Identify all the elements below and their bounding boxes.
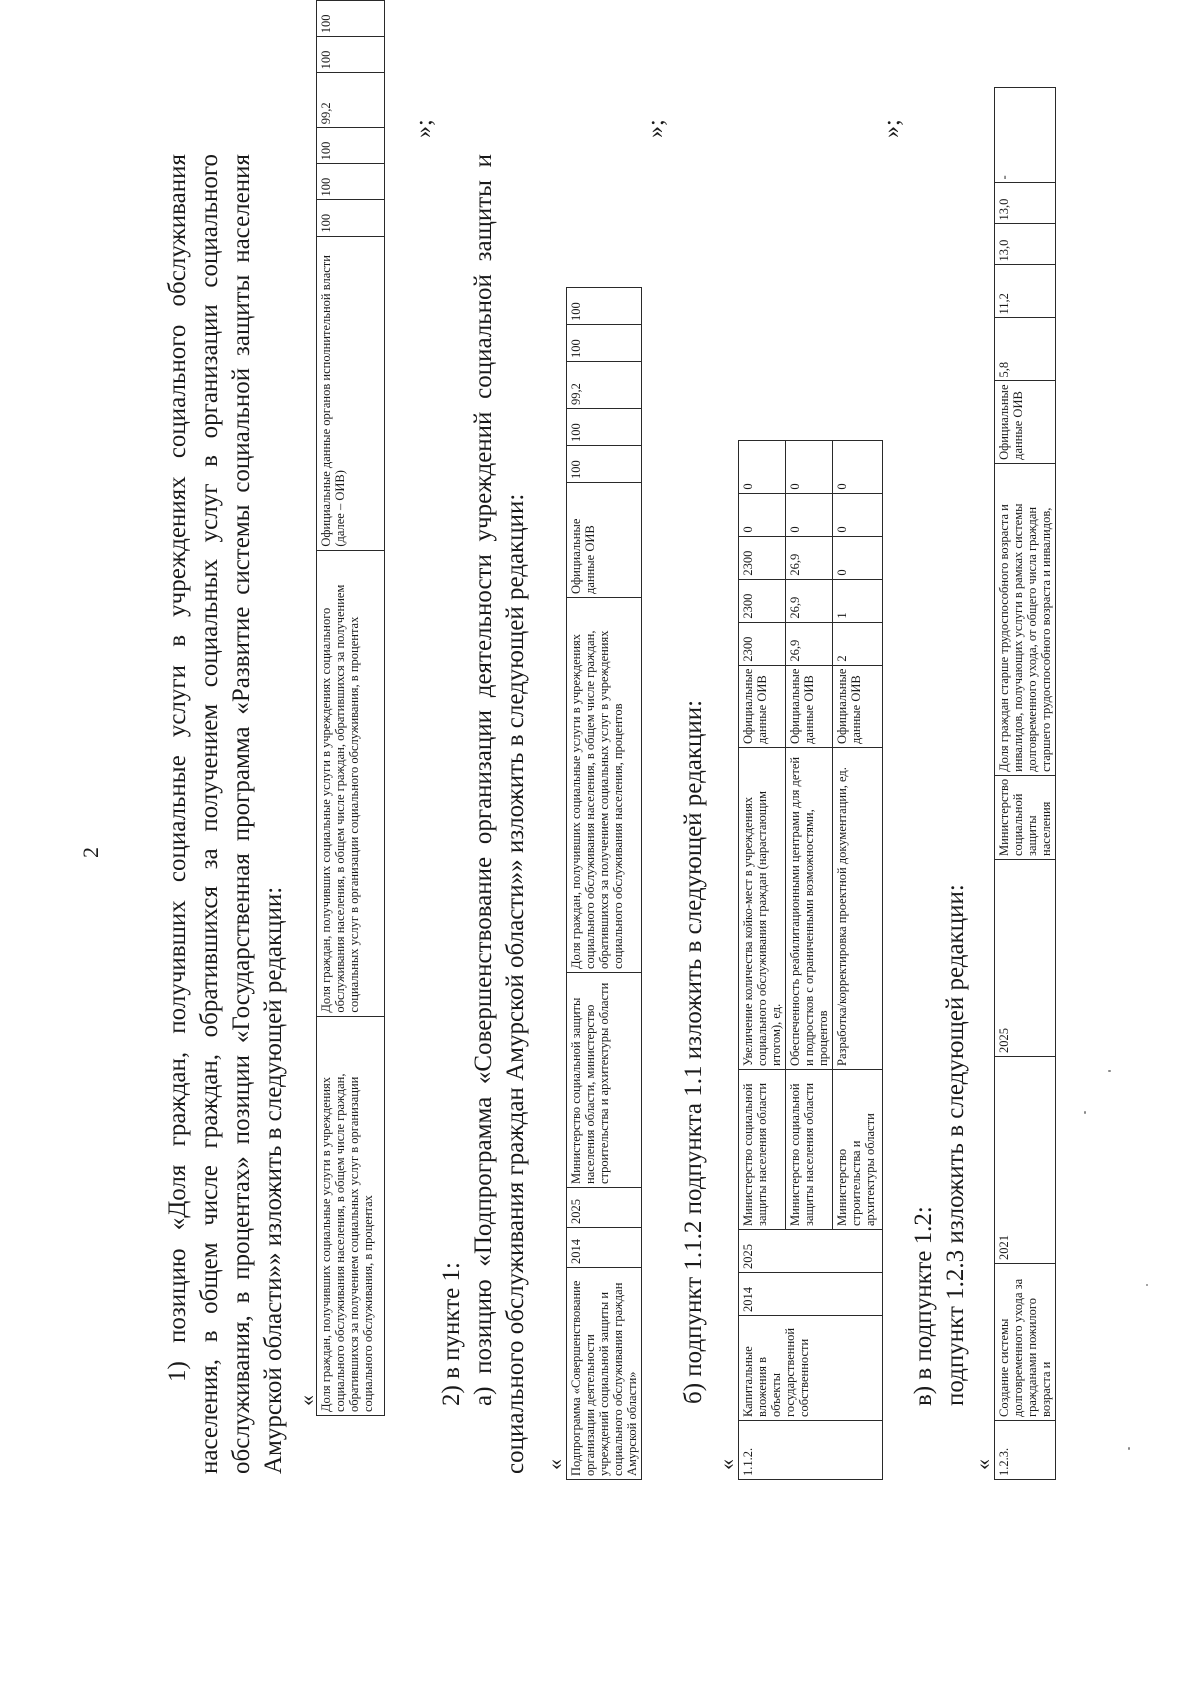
scan-speck: [1128, 1447, 1130, 1450]
t2-end: 2025: [567, 1188, 642, 1228]
page-number: 2: [78, 847, 103, 858]
t3-value: 0: [786, 493, 833, 536]
t4-value: 13,0: [995, 224, 1056, 265]
t3-name-cell: Капитальные вложения в объекты государственной собственности: [739, 1316, 883, 1421]
t2-source-cell: Официальные данные ОИВ: [567, 483, 642, 598]
t3-value: 26,9: [786, 536, 833, 579]
t3-value: 2300: [739, 579, 786, 622]
t2-indicator-cell: Доля граждан, получивших социальные услуги в учреждениях социального обслуживания населения, в общем числе граждан, обратившихся за получением социальных услуг в учреждениях социального обслуживания населения, процентов: [567, 598, 642, 973]
t3-source: Официальные данные ОИВ: [786, 665, 833, 747]
t4-value: 5,8: [995, 318, 1056, 381]
t4-end: 2025: [995, 860, 1056, 1057]
t2-value: 100: [567, 325, 642, 362]
t4-executor: Министерство социальной защиты населения: [995, 775, 1056, 859]
item-b-text: б) подпункт 1.1.2 подпункта 1.1 изложить в следующей редакции:: [680, 699, 707, 1404]
t1-value: 100: [317, 200, 385, 236]
t3-value: 0: [833, 440, 883, 493]
t1-indicator-cell: Доля граждан, получивших социальные услуги в учреждениях социального обслуживания населения, в общем числе граждан, обратившихся за получением социальных услуг в организации социального обслуживания, в процентах: [317, 1016, 385, 1415]
table-1-close: »;: [411, 119, 437, 138]
t3-indicator: Обеспеченность реабилитационными центрами для детей и подростков с ограниченными возможностями, процентов: [786, 748, 833, 1070]
t2-value: 100: [567, 288, 642, 325]
t3-executor: Министерство строительства и архитектуры области: [833, 1070, 883, 1230]
t3-executor: Министерство социальной защиты населения области: [786, 1070, 833, 1230]
t2-value: 100: [567, 409, 642, 446]
t3-value: 1: [833, 579, 883, 622]
t1-source-cell: Официальные данные органов исполнительной власти (далее – ОИВ): [317, 236, 385, 550]
t4-start: 2021: [995, 1057, 1056, 1264]
t3-value: 0: [739, 440, 786, 493]
item-v-line-1: в) в подпункте 1.2:: [910, 1206, 937, 1406]
item-v-line-2: подпункт 1.2.3 изложить в следующей редакции:: [942, 884, 969, 1406]
item-1-text: 1) позицию «Доля граждан, получивших социальные услуги в учреждениях социального обслуживания населения, в общем числе граждан, обратившихся за получением социальных услуг в организации социального обслуживания, в процентах» позиции «Государственная программа «Развитие системы социальной защиты населения Амурской области»» изложить в следующей редакции:: [164, 154, 287, 1474]
scan-speck: [1146, 1284, 1148, 1286]
t3-value: 26,9: [786, 579, 833, 622]
t3-value: 2300: [739, 536, 786, 579]
item-2-text: а) позицию «Подпрограмма «Совершенствование организации деятельности учреждений социальной защиты и социального обслуживания граждан Амурской области»» изложить в следующей редакции:: [470, 154, 529, 1474]
table-1-open-quote: «: [294, 1395, 319, 1406]
t3-value: 0: [786, 440, 833, 493]
t3-executor: Министерство социальной защиты населения области: [739, 1070, 786, 1230]
t4-num: 1.2.3.: [995, 1421, 1056, 1480]
t4-name-cell: Создание системы долговременного ухода за гражданами пожилого возраста и: [995, 1264, 1056, 1421]
t3-start: 2014: [739, 1273, 883, 1316]
t3-source: Официальные данные ОИВ: [739, 665, 786, 747]
t3-value: 2: [833, 622, 883, 665]
t2-executor-cell: Министерство социальной защиты населения области, министерство строительства и архитектуры области: [567, 973, 642, 1188]
item-2-line-1: 2) в пункте 1:: [438, 1262, 465, 1406]
table-2-close: »;: [643, 119, 669, 138]
t4-value: -: [995, 88, 1056, 183]
scan-speck: [1108, 1070, 1111, 1072]
t3-num: 1.1.2.: [739, 1421, 883, 1480]
t4-value: 11,2: [995, 265, 1056, 318]
t1-value: 100: [317, 37, 385, 73]
t4-indicator: Доля граждан старше трудоспособного возраста и инвалидов, получающих услуги в рамках системы долговременного ухода, от общего числа граждан старшего трудоспособного возраста и инвалидов,: [995, 463, 1056, 775]
t2-name-cell: Подпрограмма «Совершенствование организации деятельности учреждений социальной защиты и социального обслуживания граждан Амурской области»: [567, 1268, 642, 1480]
table-3-open-quote: «: [714, 1459, 739, 1470]
t2-value: 100: [567, 446, 642, 483]
t3-end: 2025: [739, 1230, 883, 1273]
t1-indicator-cell-2: Доля граждан, получивших социальные услуги в учреждениях социального обслуживания населения, в общем числе граждан, обратившихся за получением социальных услуг в организации социального обслуживания, в процентах: [317, 550, 385, 1016]
t3-value: 2300: [739, 622, 786, 665]
scan-speck: [1084, 1111, 1086, 1114]
t4-value: 13,0: [995, 183, 1056, 224]
table-4-open-quote: «: [970, 1459, 995, 1470]
table-4: [994, 87, 1056, 1480]
t1-value: 100: [317, 164, 385, 200]
t3-value: 26,9: [786, 622, 833, 665]
t3-indicator: Увеличение количества койко-мест в учреждениях социального обслуживания граждан (нарастающим итогом), ед.: [739, 748, 786, 1070]
table-2-open-quote: «: [542, 1459, 567, 1470]
t1-value: 100: [317, 1, 385, 37]
t1-value: 99,2: [317, 73, 385, 128]
t3-value: 0: [833, 536, 883, 579]
t2-start: 2014: [567, 1228, 642, 1268]
t3-source: Официальные данные ОИВ: [833, 665, 883, 747]
table-3-close: »;: [879, 119, 905, 138]
t3-indicator: Разработка/корректировка проектной документации, ед.: [833, 748, 883, 1070]
t2-value: 99,2: [567, 362, 642, 409]
table-2: [566, 287, 642, 1480]
table-1: [316, 0, 385, 1416]
t3-value: 0: [739, 493, 786, 536]
table-3: [738, 440, 883, 1480]
t4-source: Официальные данные ОИВ: [995, 381, 1056, 463]
t3-value: 0: [833, 493, 883, 536]
t1-value: 100: [317, 128, 385, 164]
